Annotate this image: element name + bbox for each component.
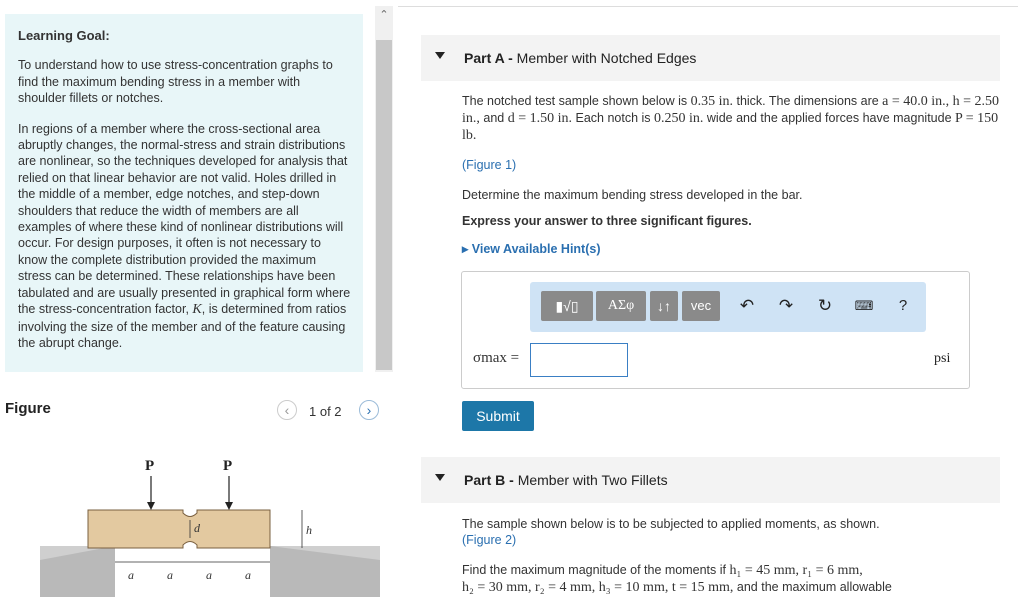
load-label-left: P bbox=[145, 458, 155, 474]
notched-bar-figure bbox=[40, 450, 380, 597]
top-divider bbox=[398, 6, 1018, 7]
greek-symbols-button[interactable]: ΑΣφ bbox=[596, 291, 646, 321]
left-scrollbar[interactable] bbox=[375, 6, 393, 372]
learning-goal-body: In regions of a member where the cross-sectional area abruptly changes, the normal-stress and strain distributions are nonlinear, so the techniques developed for analysis that relied on that linear behavior are not valid. Holes drilled in the middle of a member, edge notches, and step-down shoulders that reduce the width of members are all examples of where these kind of nonlinear distributions will occur. For design purposes, it often is not necessary to know the complete distribution provided the maximum stress can be determined. These relationships have been tabulated and are usually presented in graphical form where the stress-concentration factor, K, is determined from ratios involving the size of the member and of the feature causing the abrupt change. bbox=[18, 121, 351, 350]
arrows-button[interactable]: ↓↑ bbox=[650, 291, 678, 321]
unit-label: psi bbox=[934, 351, 951, 366]
part-b-title: Part B - Member with Two Fillets bbox=[464, 472, 668, 488]
scroll-thumb[interactable] bbox=[376, 40, 392, 370]
learning-goal-panel bbox=[5, 14, 363, 372]
collapse-triangle-icon[interactable] bbox=[435, 52, 445, 59]
next-figure-button[interactable]: › bbox=[359, 400, 379, 420]
prev-figure-button[interactable]: ‹ bbox=[277, 400, 297, 420]
math-toolbar bbox=[530, 282, 926, 332]
learning-goal-title: Learning Goal: bbox=[18, 28, 110, 43]
vec-button[interactable]: vec bbox=[682, 291, 720, 321]
part-a-question: Determine the maximum bending stress developed in the bar. bbox=[462, 188, 803, 202]
redo-icon[interactable]: ↷ bbox=[778, 296, 794, 315]
h-label: h bbox=[306, 523, 312, 537]
templates-button[interactable]: ▮√▯ bbox=[541, 291, 593, 321]
answer-box bbox=[461, 271, 970, 389]
part-a-instruction: Express your answer to three significant figures. bbox=[462, 214, 752, 228]
figure-pager bbox=[273, 400, 388, 422]
part-a-problem-statement: The notched test sample shown below is 0.35 in. thick. The dimensions are a = 40.0 in., h = 2.50 in., and d = 1.50 in. Each notch is 0.250 in. wide and the applied forces have magnitude P = 150 lb. bbox=[462, 94, 1000, 143]
reset-icon[interactable]: ↻ bbox=[817, 296, 833, 315]
scroll-up-icon[interactable]: ⌃ bbox=[379, 9, 389, 21]
figure-title: Figure bbox=[5, 400, 51, 417]
a-label-4: a bbox=[245, 568, 251, 582]
part-b-statement: The sample shown below is to be subjected to applied moments, as shown. bbox=[462, 517, 880, 531]
caret-right-icon: ▸ bbox=[462, 242, 472, 256]
load-label-right: P bbox=[223, 458, 233, 474]
figure-page-indicator: 1 of 2 bbox=[309, 404, 342, 419]
a-label-3: a bbox=[206, 568, 212, 582]
k-symbol: K bbox=[192, 302, 202, 318]
help-button[interactable]: ? bbox=[898, 297, 908, 314]
answer-input[interactable] bbox=[530, 343, 628, 377]
submit-button[interactable]: Submit bbox=[462, 401, 534, 431]
undo-icon[interactable]: ↶ bbox=[739, 296, 755, 315]
d-label: d bbox=[194, 521, 200, 535]
keyboard-icon[interactable]: ⌨ bbox=[854, 298, 874, 313]
view-hints-link[interactable]: ▸ View Available Hint(s) bbox=[462, 242, 601, 256]
part-b-header[interactable] bbox=[421, 457, 1000, 503]
load-arrowhead-right bbox=[225, 502, 233, 510]
sigma-max-label: σmax = bbox=[473, 350, 520, 366]
a-label-2: a bbox=[167, 568, 173, 582]
part-a-title: Part A - Member with Notched Edges bbox=[464, 50, 697, 66]
figure-1-link[interactable]: (Figure 1) bbox=[462, 158, 517, 172]
part-b-question: Find the maximum magnitude of the moments if h₁ = 45 mm, r₁ = 6 mm, h₂ = 30 mm, r₂ = 4 mm, h₃ = 10 mm, t = 15 mm, and the maximum allowable bbox=[462, 563, 892, 595]
load-arrowhead-left bbox=[147, 502, 155, 510]
figure-header bbox=[5, 398, 385, 426]
collapse-triangle-icon[interactable] bbox=[435, 474, 445, 481]
a-label-1: a bbox=[128, 568, 134, 582]
part-a-header[interactable] bbox=[421, 35, 1000, 81]
figure-2-link[interactable]: (Figure 2) bbox=[462, 533, 517, 547]
notched-bar bbox=[88, 510, 270, 548]
learning-goal-intro: To understand how to use stress-concentration graphs to find the maximum bending stress in a member with shoulder fillets or notches. bbox=[18, 58, 333, 106]
